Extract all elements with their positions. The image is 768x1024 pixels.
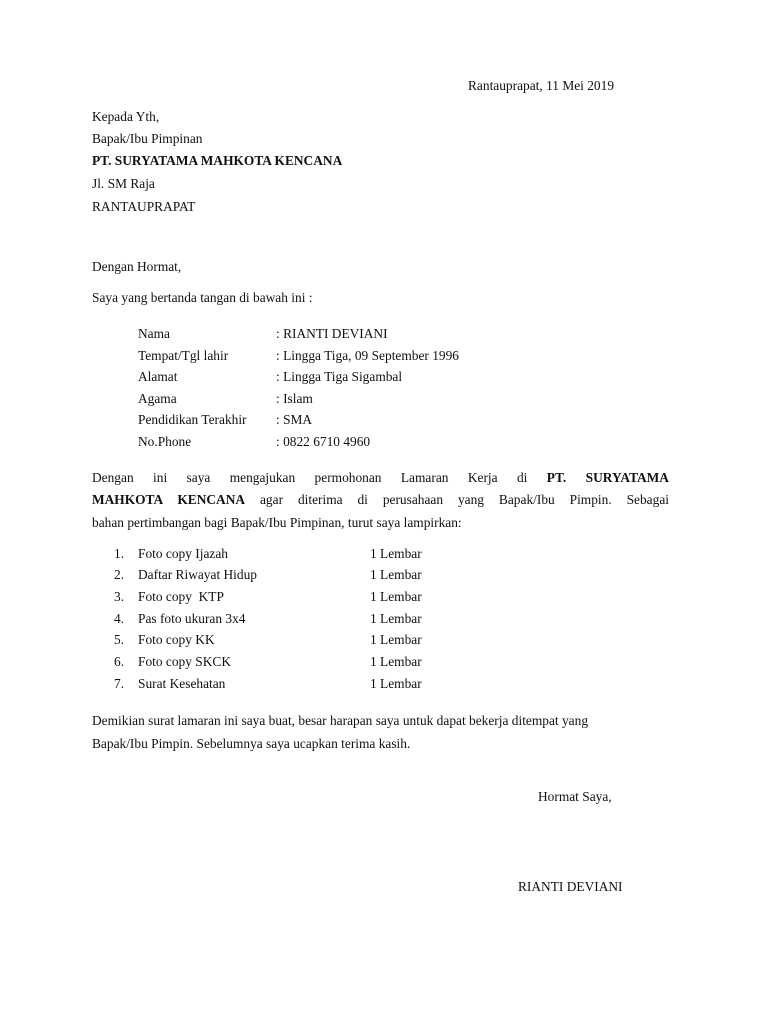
signoff: Hormat Saya, bbox=[538, 789, 612, 804]
body-company-1: PT. SURYATAMA bbox=[546, 470, 669, 485]
attachment-item: Daftar Riwayat Hidup bbox=[138, 567, 257, 582]
attachment-qty: 1 Lembar bbox=[370, 632, 422, 647]
identity-label: Agama bbox=[138, 391, 177, 406]
attachment-number: 3. bbox=[114, 589, 125, 604]
attachment-qty: 1 Lembar bbox=[370, 654, 422, 669]
attachment-qty: 1 Lembar bbox=[370, 567, 422, 582]
body-text: agar diterima di perusahaan yang Bapak/Ibu Pimpin. Sebagai bbox=[259, 492, 669, 507]
identity-value: : RIANTI DEVIANI bbox=[276, 326, 388, 341]
identity-value: : 0822 6710 4960 bbox=[276, 434, 371, 449]
attachment-qty: 1 Lembar bbox=[370, 589, 422, 604]
closing-line-1: Demikian surat lamaran ini saya buat, besar harapan saya untuk dapat bekerja ditempat yang bbox=[92, 713, 589, 728]
attachment-number: 1. bbox=[114, 546, 125, 561]
attachment-number: 6. bbox=[114, 654, 125, 669]
intro-line: Saya yang bertanda tangan di bawah ini : bbox=[92, 290, 313, 305]
greeting: Dengan Hormat, bbox=[92, 259, 182, 274]
recipient-company: PT. SURYATAMA MAHKOTA KENCANA bbox=[92, 153, 343, 168]
identity-value: : Lingga Tiga Sigambal bbox=[276, 369, 403, 384]
attachment-qty: 1 Lembar bbox=[370, 546, 422, 561]
recipient-salutation: Kepada Yth, bbox=[92, 109, 160, 124]
attachment-item: Surat Kesehatan bbox=[138, 676, 226, 691]
signer-name: RIANTI DEVIANI bbox=[518, 879, 623, 894]
attachment-item: Foto copy KTP bbox=[138, 589, 224, 604]
closing-line-2: Bapak/Ibu Pimpin. Sebelumnya saya ucapkan terima kasih. bbox=[92, 736, 411, 751]
identity-value: : Islam bbox=[276, 391, 313, 406]
identity-label: No.Phone bbox=[138, 434, 192, 449]
identity-label: Tempat/Tgl lahir bbox=[138, 348, 229, 363]
attachment-item: Foto copy SKCK bbox=[138, 654, 232, 669]
body-company-2: MAHKOTA KENCANA bbox=[92, 492, 246, 507]
body-line-1 bbox=[92, 471, 669, 484]
identity-value: : SMA bbox=[276, 412, 313, 427]
identity-label: Alamat bbox=[138, 369, 178, 384]
attachment-item: Foto copy KK bbox=[138, 632, 215, 647]
attachment-qty: 1 Lembar bbox=[370, 676, 422, 691]
attachment-number: 2. bbox=[114, 567, 125, 582]
identity-value: : Lingga Tiga, 09 September 1996 bbox=[276, 348, 459, 363]
identity-label: Pendidikan Terakhir bbox=[138, 412, 247, 427]
identity-label: Nama bbox=[138, 326, 170, 341]
recipient-street: Jl. SM Raja bbox=[92, 176, 155, 191]
attachment-number: 4. bbox=[114, 611, 125, 626]
place-date: Rantauprapat, 11 Mei 2019 bbox=[468, 78, 615, 93]
attachment-item: Foto copy Ijazah bbox=[138, 546, 228, 561]
attachment-number: 7. bbox=[114, 676, 125, 691]
body-text: Dengan ini saya mengajukan permohonan Lamaran Kerja di bbox=[92, 470, 528, 485]
body-line-2 bbox=[92, 493, 669, 506]
body-line-3: bahan pertimbangan bagi Bapak/Ibu Pimpinan, turut saya lampirkan: bbox=[92, 515, 462, 530]
recipient-city: RANTAUPRAPAT bbox=[92, 199, 196, 214]
attachment-item: Pas foto ukuran 3x4 bbox=[138, 611, 246, 626]
attachment-qty: 1 Lembar bbox=[370, 611, 422, 626]
attachment-number: 5. bbox=[114, 632, 125, 647]
recipient-title: Bapak/Ibu Pimpinan bbox=[92, 131, 203, 146]
